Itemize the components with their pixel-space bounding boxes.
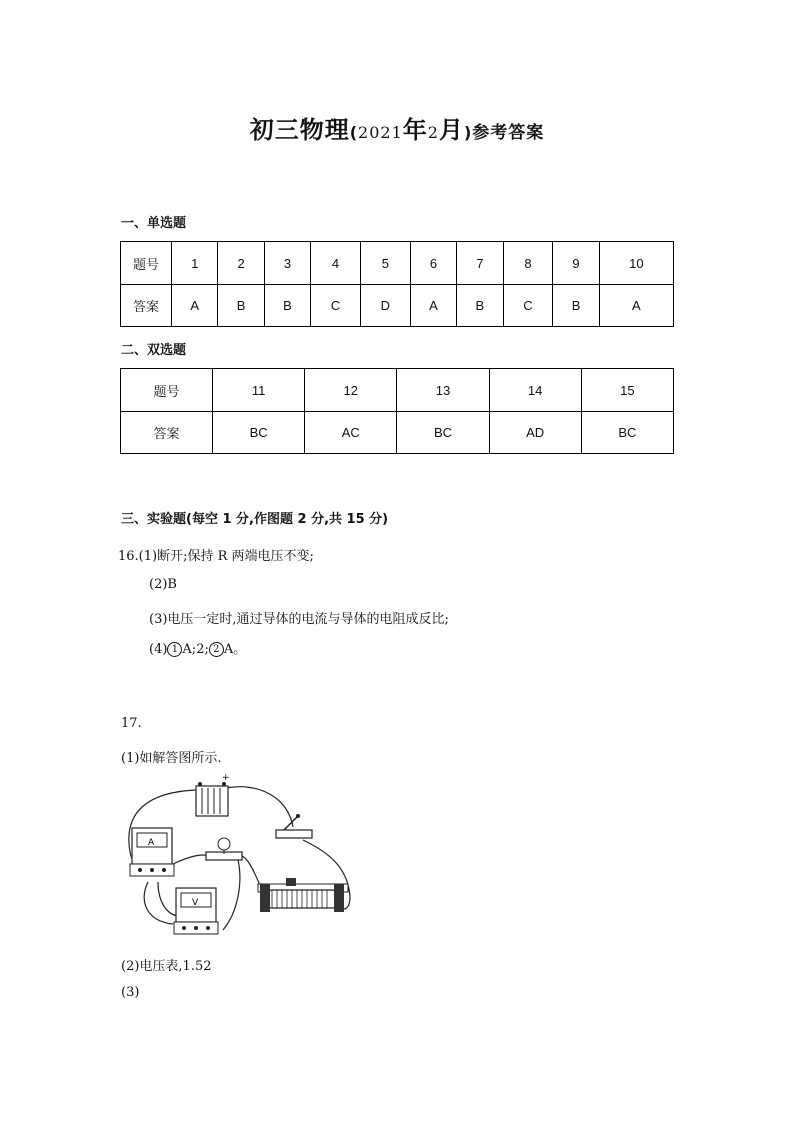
table-cell: 15: [581, 369, 673, 412]
row-label-number: 题号: [121, 242, 172, 285]
table-cell: 13: [397, 369, 489, 412]
q16-line-1: 16.(1)断开;保持 R 两端电压不变;: [118, 549, 314, 564]
section-heading-single-choice: 一、单选题: [121, 216, 187, 231]
table-cell: C: [311, 285, 361, 327]
table-cell: D: [360, 285, 410, 327]
row-label-number: 题号: [121, 369, 213, 412]
q17-part-3: (3): [121, 985, 140, 1000]
voltmeter-icon: [174, 888, 218, 934]
table-cell: B: [218, 285, 264, 327]
q16-line-4: [149, 638, 246, 657]
q16-line-4-suffix: A。: [223, 642, 247, 657]
section-heading-experiment: 三、实验题(每空 1 分,作图题 2 分,共 15 分): [121, 512, 389, 527]
table-cell: 3: [264, 242, 310, 285]
table-cell: 10: [599, 242, 673, 285]
battery-icon: [196, 773, 230, 816]
circled-number-2: 2: [209, 642, 224, 657]
double-choice-table: [120, 368, 674, 454]
voltmeter-label: V: [192, 898, 199, 908]
q16-line-4-mid: A;2;: [182, 642, 209, 657]
table-cell: 2: [218, 242, 264, 285]
table-cell: BC: [581, 412, 673, 454]
table-cell: A: [599, 285, 673, 327]
table-row: [121, 285, 674, 327]
table-cell: AC: [305, 412, 397, 454]
table-cell: 14: [489, 369, 581, 412]
table-cell: 5: [360, 242, 410, 285]
table-cell: B: [457, 285, 503, 327]
title-month: 2: [427, 123, 439, 142]
single-choice-table: [120, 241, 674, 327]
section-heading-double-choice: 二、双选题: [121, 343, 187, 358]
title-suffix: 参考答案: [472, 123, 545, 143]
table-cell: AD: [489, 412, 581, 454]
ammeter-label: A: [148, 838, 155, 848]
q17-part-2: (2)电压表,1.52: [121, 959, 212, 974]
wire: [226, 787, 293, 827]
table-cell: B: [553, 285, 599, 327]
table-cell: A: [172, 285, 218, 327]
table-row: [121, 369, 674, 412]
title-main: 初三物理: [249, 116, 350, 144]
page-title: [0, 110, 794, 145]
row-label-answer: 答案: [121, 285, 172, 327]
q16-line-2: (2)B: [149, 577, 177, 592]
title-paren-open: (: [349, 123, 359, 142]
q16-line-3: (3)电压一定时,通过导体的电流与导体的电阻成反比;: [149, 612, 449, 627]
circled-number-1: 1: [167, 642, 182, 657]
title-paren-close: ): [463, 123, 473, 142]
title-year: 2021: [358, 123, 403, 142]
title-year-unit: 年: [402, 116, 428, 144]
table-row: [121, 412, 674, 454]
wire: [223, 860, 240, 930]
table-cell: B: [264, 285, 310, 327]
table-cell: 8: [503, 242, 553, 285]
table-cell: BC: [397, 412, 489, 454]
circuit-diagram: [118, 772, 363, 942]
table-cell: BC: [213, 412, 305, 454]
table-cell: 11: [213, 369, 305, 412]
q17-number: 17.: [121, 716, 142, 731]
bulb-icon: [206, 838, 242, 860]
q16-line-4-prefix: (4): [149, 642, 168, 657]
q17-part-1: (1)如解答图所示.: [121, 751, 222, 766]
table-cell: C: [503, 285, 553, 327]
table-row: [121, 242, 674, 285]
table-cell: 1: [172, 242, 218, 285]
ammeter-icon: [130, 828, 174, 876]
table-cell: 9: [553, 242, 599, 285]
table-cell: 7: [457, 242, 503, 285]
rheostat-icon: [258, 878, 348, 912]
table-cell: 12: [305, 369, 397, 412]
battery-plus-label: +: [222, 773, 230, 783]
title-month-unit: 月: [438, 116, 464, 144]
table-cell: 4: [311, 242, 361, 285]
table-cell: A: [410, 285, 456, 327]
row-label-answer: 答案: [121, 412, 213, 454]
switch-icon: [276, 814, 312, 838]
table-cell: 6: [410, 242, 456, 285]
